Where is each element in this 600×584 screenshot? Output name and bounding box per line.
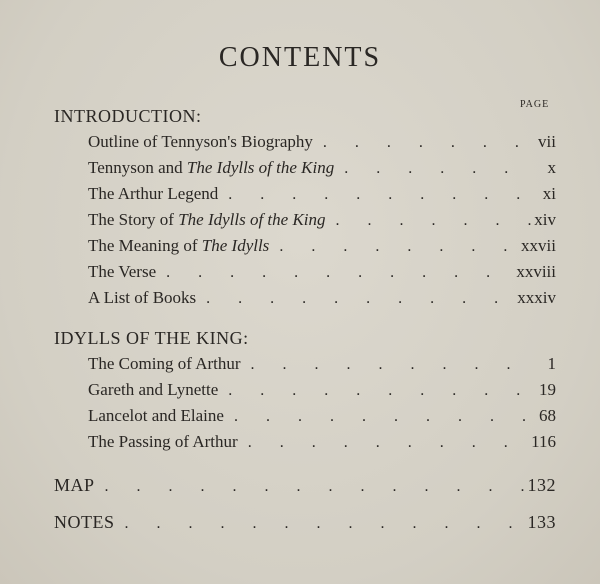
toc-entry <box>88 132 556 156</box>
leader-dots <box>196 290 517 308</box>
toc-entry-page: x <box>547 158 556 177</box>
toc-entry-page: 132 <box>527 475 556 495</box>
toc-entry-page: xiv <box>534 210 556 229</box>
page-title: CONTENTS <box>218 42 382 73</box>
toc-entry-label: Lancelot and Elaine <box>88 406 224 425</box>
leader-dots <box>313 134 536 152</box>
toc-entry-label: Tennyson and The Idylls of the King <box>88 158 335 177</box>
toc-entry <box>88 288 556 312</box>
toc-entry-label: A List of Books <box>88 288 197 307</box>
leader-dots <box>334 160 536 178</box>
toc-entry-page: vii <box>538 132 556 151</box>
toc-entry <box>88 184 556 208</box>
leader-dots <box>156 264 516 282</box>
toc-entry-page: 68 <box>539 406 556 425</box>
toc-entry <box>88 210 556 234</box>
leader-dots <box>326 212 535 230</box>
toc-entry-label: The Verse <box>88 262 157 281</box>
toc-entry <box>88 236 556 260</box>
toc-entry-label: The Arthur Legend <box>88 184 219 203</box>
leader-dots <box>218 382 536 400</box>
toc-entry-page: 1 <box>547 354 556 373</box>
toc-entry <box>88 354 556 378</box>
toc-entry-label: The Meaning of The Idylls <box>88 236 270 255</box>
toc-entry-page: xxvii <box>521 236 556 255</box>
toc-entry <box>88 406 556 430</box>
toc-entry-page: 133 <box>527 512 556 532</box>
toc-entry-map <box>54 475 556 499</box>
leader-dots <box>238 434 531 452</box>
leader-dots <box>224 408 536 426</box>
toc-entry <box>88 380 556 404</box>
leader-dots <box>241 356 536 374</box>
toc-entry-label: Gareth and Lynette <box>88 380 219 399</box>
toc-entry-page: xi <box>542 184 556 203</box>
leader-dots <box>269 238 521 256</box>
toc-entry-page: xxviii <box>516 262 556 281</box>
toc-entry <box>88 432 556 456</box>
leader-dots <box>115 515 528 533</box>
toc-entry-label: MAP <box>54 475 95 495</box>
toc-entry-notes <box>54 512 556 536</box>
toc-entry <box>88 158 556 182</box>
toc-entry-page: xxxiv <box>517 288 556 307</box>
toc-entry <box>88 262 556 286</box>
section-heading-introduction: INTRODUCTION: <box>54 106 202 126</box>
toc-entry-label: Outline of Tennyson's Biography <box>88 132 313 151</box>
toc-entry-label: The Passing of Arthur <box>88 432 238 451</box>
toc-entry-label: NOTES <box>54 512 115 532</box>
toc-entry-page: 116 <box>531 432 556 451</box>
page-column-label: PAGE <box>520 99 550 110</box>
toc-entry-label: The Story of The Idylls of the King <box>88 210 326 229</box>
toc-entry-page: 19 <box>539 380 556 399</box>
toc-entry-label: The Coming of Arthur <box>88 354 241 373</box>
leader-dots <box>95 478 528 496</box>
section-heading-idylls: IDYLLS OF THE KING: <box>54 328 249 348</box>
leader-dots <box>218 186 536 204</box>
